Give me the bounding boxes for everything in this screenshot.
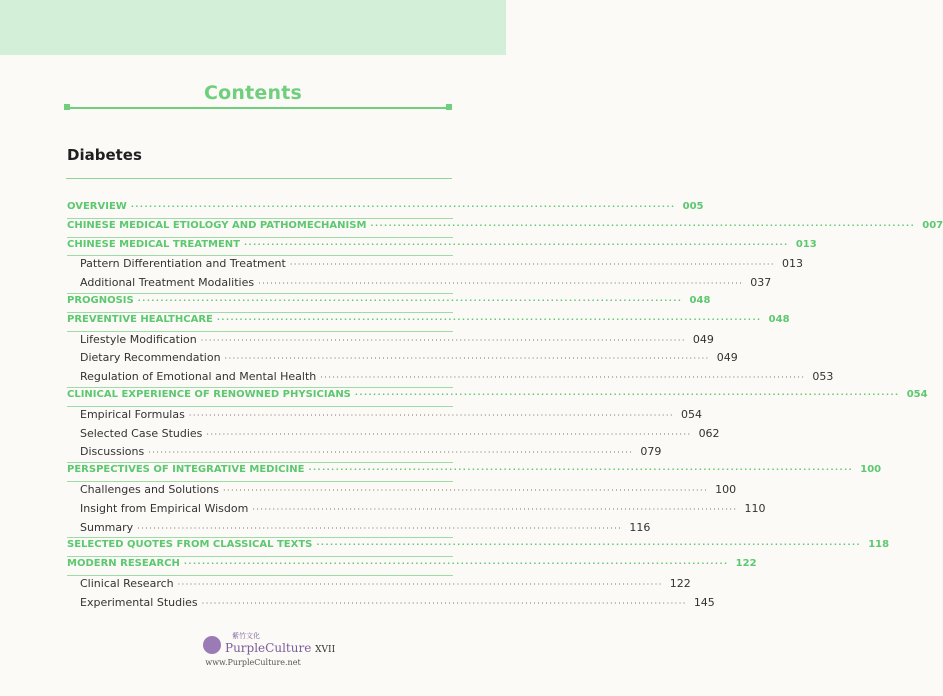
toc-leader-dots: ························································································································ (201, 598, 687, 608)
toc-entry-label: SELECTED QUOTES FROM CLASSICAL TEXTS (67, 539, 313, 551)
toc-entry[interactable] (67, 407, 702, 427)
toc-entry-label: CHINESE MEDICAL TREATMENT (67, 238, 240, 250)
toc-divider (67, 537, 453, 538)
toc-divider (67, 481, 453, 482)
toc-entry-page: 049 (692, 332, 714, 346)
toc-leader-dots: ························································································································ (206, 429, 692, 439)
footer-brand-cn: 紫竹文化 (232, 632, 260, 640)
toc-divider (67, 575, 453, 576)
toc-entry-page: 054 (681, 407, 702, 421)
toc-leader-dots: ························································································································ (252, 504, 738, 514)
toc-entry-page: 007 (922, 219, 943, 231)
toc-entry[interactable] (67, 426, 720, 446)
toc-entry-page: 048 (689, 294, 711, 306)
toc-leader-dots: ························································································································ (200, 335, 686, 345)
toc-entry[interactable] (67, 576, 691, 596)
toc-entry-page: 122 (735, 558, 757, 570)
toc-leader-dots: ························································································································ (308, 465, 854, 475)
table-of-contents (67, 201, 943, 615)
toc-entry[interactable] (67, 501, 766, 521)
toc-leader-dots: ························································································································ (316, 540, 862, 550)
toc-leader-dots: ························································································································ (224, 354, 710, 364)
toc-entry[interactable] (67, 482, 737, 502)
toc-entry-label: PROGNOSIS (67, 294, 134, 306)
toc-leader-dots: ························································································································ (137, 523, 623, 533)
toc-entry-page: 005 (682, 201, 704, 212)
footer-brand (225, 641, 335, 655)
toc-divider (67, 406, 453, 407)
toc-entry-page: 062 (698, 426, 720, 440)
toc-entry-page: 122 (669, 576, 691, 590)
toc-entry-label: OVERVIEW (67, 201, 127, 212)
footer-brand-text: PurpleCulture (225, 641, 312, 655)
toc-entry-label: MODERN RESEARCH (67, 558, 180, 570)
toc-leader-dots: ························································································································ (177, 579, 663, 589)
toc-entry-label: Summary (80, 520, 134, 534)
toc-entry-label: Lifestyle Modification (80, 332, 197, 346)
book-title-rule (66, 178, 452, 179)
toc-entry[interactable] (67, 595, 715, 615)
toc-leader-dots: ························································································································ (354, 389, 900, 399)
toc-leader-dots: ························································································································ (320, 373, 806, 383)
toc-entry-label: Additional Treatment Modalities (80, 276, 255, 290)
toc-leader-dots: ························································································································ (188, 410, 674, 420)
toc-leader-dots: ························································································································ (222, 485, 709, 495)
toc-divider (67, 218, 453, 219)
toc-entry-label: Experimental Studies (80, 595, 198, 609)
toc-divider (67, 255, 453, 256)
toc-divider (67, 312, 453, 313)
toc-entry-page: 100 (860, 464, 882, 476)
toc-entry-page: 100 (715, 482, 737, 496)
toc-divider (67, 237, 453, 238)
toc-entry[interactable] (67, 257, 803, 276)
toc-leader-dots: ························································································································ (130, 202, 676, 211)
toc-leader-dots: ························································································································ (258, 279, 744, 289)
toc-entry-page: 116 (629, 520, 651, 534)
toc-entry-page: 110 (744, 501, 766, 515)
toc-entry-page: 145 (693, 595, 715, 609)
toc-entry-page: 054 (906, 388, 928, 400)
toc-entry-label: Regulation of Emotional and Mental Health (80, 370, 317, 384)
toc-entry-label: Dietary Recommendation (80, 351, 221, 365)
toc-leader-dots: ························································································································ (137, 295, 683, 305)
toc-entry-label: Insight from Empirical Wisdom (80, 501, 249, 515)
purpleculture-logo-icon (203, 636, 221, 654)
toc-leader-dots: ························································································································ (148, 448, 634, 458)
toc-leader-dots: ························································································································ (183, 559, 729, 569)
toc-entry-label: CHINESE MEDICAL ETIOLOGY AND PATHOMECHANISM (67, 219, 367, 231)
rule-cap-left (64, 104, 70, 110)
toc-entry-page: 053 (812, 370, 834, 384)
toc-entry[interactable] (67, 332, 714, 352)
header-band (0, 0, 506, 55)
toc-entry[interactable] (67, 351, 738, 370)
toc-entry-page: 048 (768, 313, 790, 325)
toc-entry-page: 118 (868, 539, 890, 551)
toc-entry-label: PERSPECTIVES OF INTEGRATIVE MEDICINE (67, 464, 305, 476)
toc-divider (67, 556, 453, 557)
toc-entry-label: CLINICAL EXPERIENCE OF RENOWNED PHYSICIANS (67, 388, 351, 400)
title-rule (66, 107, 450, 109)
toc-leader-dots: ························································································································ (289, 260, 775, 270)
toc-entry-page: 013 (795, 238, 817, 250)
toc-entry-label: PREVENTIVE HEALTHCARE (67, 313, 213, 325)
toc-entry-label: Discussions (80, 445, 145, 459)
toc-entry-page: 049 (716, 351, 738, 365)
toc-entry-label: Pattern Differentiation and Treatment (80, 257, 286, 271)
toc-entry-label: Challenges and Solutions (80, 482, 219, 496)
toc-leader-dots: ························································································································ (370, 220, 916, 230)
toc-divider (67, 293, 453, 294)
toc-leader-dots: ························································································································ (244, 239, 789, 249)
footer-url: www.PurpleCulture.net (205, 658, 301, 667)
toc-entry-page: 013 (781, 257, 803, 271)
rule-cap-right (446, 104, 452, 110)
book-title: Diabetes (67, 146, 142, 164)
page-title: Contents (203, 82, 302, 104)
toc-divider (67, 462, 453, 463)
toc-entry-label: Selected Case Studies (80, 426, 203, 440)
toc-divider (67, 331, 453, 332)
toc-entry-label: Empirical Formulas (80, 407, 185, 421)
toc-leader-dots: ························································································································ (216, 314, 762, 324)
toc-entry-page: 079 (640, 445, 662, 459)
page-number: XVII (315, 645, 336, 655)
toc-divider (67, 387, 453, 388)
toc-entry-label: Clinical Research (80, 576, 174, 590)
toc-entry-page: 037 (750, 276, 772, 290)
